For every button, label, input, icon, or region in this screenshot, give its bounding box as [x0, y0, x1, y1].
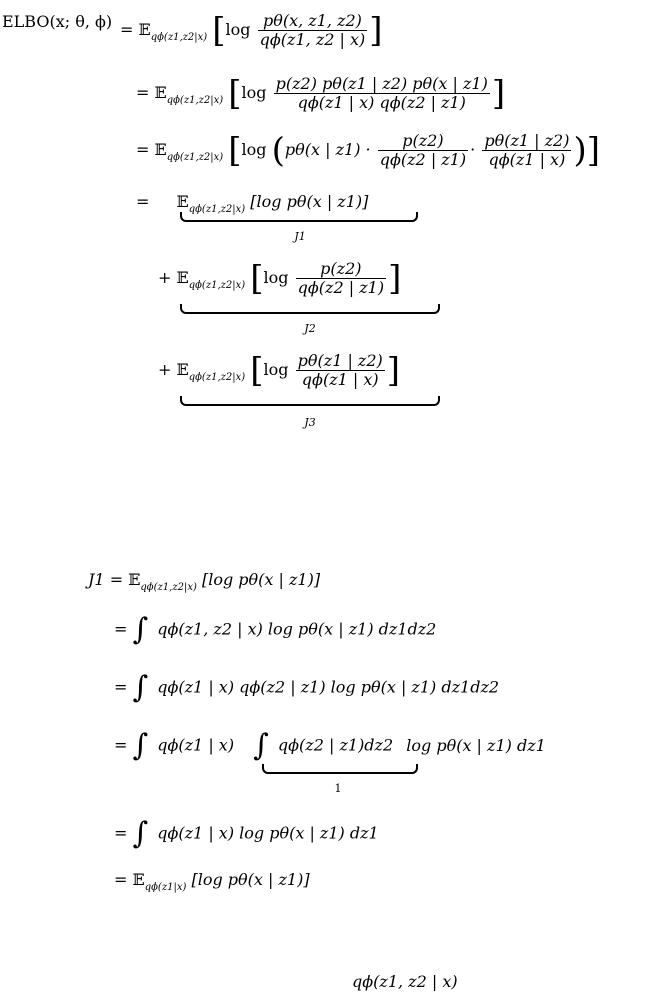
elbo-line-j1: = 𝔼$_{q\phi(z1,z2|x)}$ [log pθ(x | z1)] — [136, 192, 369, 215]
elbo-lhs: ELBO(x; θ, ϕ) — [2, 12, 113, 31]
brace-j2 — [180, 304, 440, 314]
label-j3: J3 — [304, 416, 316, 429]
j1-line-5: = ∫ qϕ(z1 | x) log pθ(x | z1) dz1 — [114, 816, 379, 851]
j1-line-6: = 𝔼$_{q\phi(z1|x)}$ [log pθ(x | z1)] — [114, 870, 310, 893]
j1-line-2: = ∫ qϕ(z1, z2 | x) log pθ(x | z1) dz1dz2 — [114, 612, 437, 647]
elbo-line-j2: + 𝔼$_{q\phi(z1,z2|x)}$ [log $\frac{p(z2)}{q\phi(z2 | z1)}$ ] — [158, 258, 402, 299]
j1-line-1: J1 = 𝔼$_{q\phi(z1,z2|x)}$ [log pθ(x | z1)] — [88, 570, 321, 593]
brace-j3 — [180, 396, 440, 406]
elbo-line-3: = 𝔼$_{q\phi(z1,z2|x)}$ [log (pθ(x | z1) · $\frac{p(z2)}{q\phi(z2 | z1)}$ · $\frac{p\theta(z1 | z2)}{q\phi(z1 | x)}$ )] — [136, 130, 600, 171]
footer-expression: qϕ(z1, z2 | x) — [352, 972, 458, 991]
j1-line-4: = ∫ qϕ(z1 | x) ∫ qϕ(z2 | z1)dz2 log pθ(x | z1) dz1 — [114, 728, 546, 763]
elbo-line-2: = 𝔼$_{q\phi(z1,z2|x)}$ [log $\frac{p(z2) p\theta(z1 | z2) p\theta(x | z1)}{q\phi(z1 | x) q\phi(z2 | z1)}$ ] — [136, 73, 506, 114]
brace-j1 — [180, 212, 418, 222]
elbo-line-j3: + 𝔼$_{q\phi(z1,z2|x)}$ [log $\frac{p\theta(z1 | z2)}{q\phi(z1 | x)}$ ] — [158, 350, 401, 391]
label-one: 1 — [334, 782, 342, 795]
label-j2: J2 — [304, 322, 316, 335]
elbo-line-1: = 𝔼$_{q\phi(z1,z2|x)}$ [log $\frac{p\theta(x, z1, z2)}{q\phi(z1, z2 | x)}$ ] — [120, 10, 383, 51]
j1-line-3: = ∫ qϕ(z1 | x) qϕ(z2 | z1) log pθ(x | z1) dz1dz2 — [114, 670, 500, 705]
brace-one — [262, 764, 418, 774]
label-j1: J1 — [294, 230, 306, 243]
